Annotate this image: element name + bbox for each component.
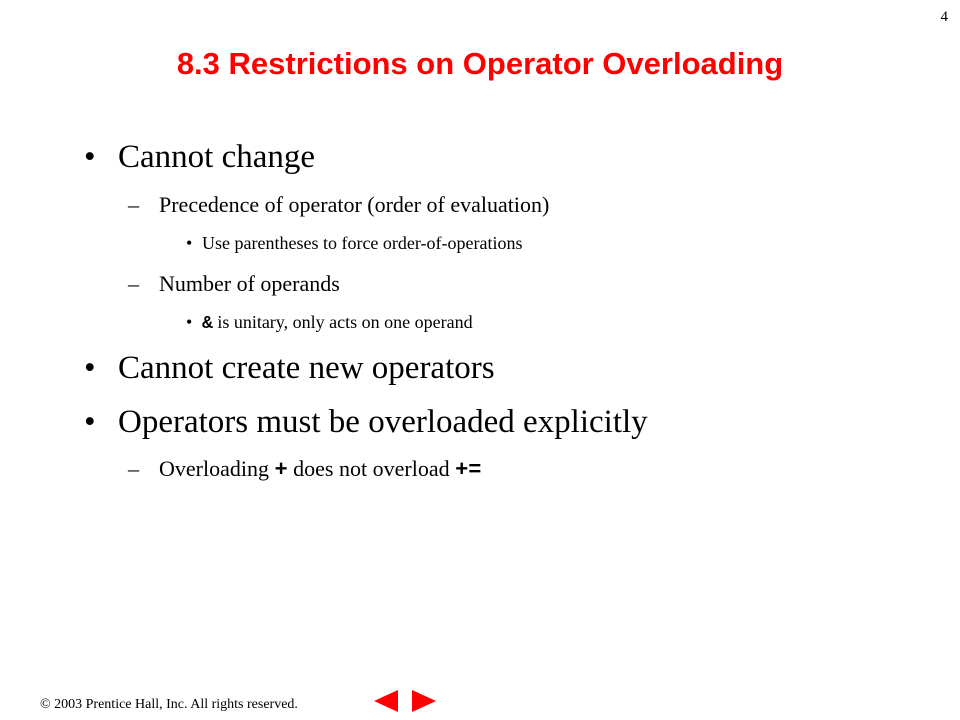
code-plus-equals: +=: [455, 458, 482, 483]
bullet-explicit-overload: [84, 404, 648, 441]
next-slide-button[interactable]: [408, 686, 440, 716]
code-plus: +: [274, 458, 288, 483]
sub-bullet-text: Number of operands: [159, 271, 340, 296]
left-arrow-icon: [370, 686, 402, 716]
dash-marker: –: [128, 271, 139, 296]
copyright-footer: [40, 697, 298, 713]
bullet-new-operators: [84, 350, 495, 387]
sub-bullet-text: does not overload: [287, 456, 456, 481]
sub-sub-bullet-ampersand: [186, 312, 473, 334]
sub-bullet-plus-equals: [128, 456, 481, 483]
bullet-text: Operators must be overloaded explicitly: [118, 404, 648, 440]
sub-bullet-precedence: [128, 192, 549, 218]
sub-bullet-text: Overloading: [159, 456, 275, 481]
bullet-marker: •: [186, 312, 193, 332]
sub-bullet-operands: [128, 271, 340, 297]
dash-marker: –: [128, 192, 139, 217]
bullet-text: Cannot create new operators: [118, 350, 495, 386]
bullet-cannot-change: [84, 139, 315, 176]
copyright-text: 2003 Prentice Hall, Inc. All rights reserved.: [50, 697, 298, 712]
previous-slide-button[interactable]: [370, 686, 402, 716]
bullet-text: Cannot change: [118, 139, 316, 175]
bullet-marker: •: [84, 404, 96, 440]
sub-sub-bullet-text: Use parentheses to force order-of-operations: [202, 233, 523, 253]
dash-marker: –: [128, 456, 139, 481]
code-ampersand: &: [202, 314, 213, 334]
right-arrow-icon: [408, 686, 440, 716]
sub-bullet-text: Precedence of operator (order of evaluation): [159, 192, 550, 217]
slide-title: 8.3 Restrictions on Operator Overloading: [176, 46, 784, 81]
sub-sub-bullet-parentheses: [186, 233, 523, 254]
page-number: 4: [940, 9, 948, 25]
bullet-marker: •: [84, 139, 96, 175]
sub-sub-bullet-text: is unitary, only acts on one operand: [212, 312, 473, 332]
copyright-icon: ©: [40, 697, 51, 712]
bullet-marker: •: [186, 233, 193, 253]
bullet-marker: •: [84, 350, 96, 386]
